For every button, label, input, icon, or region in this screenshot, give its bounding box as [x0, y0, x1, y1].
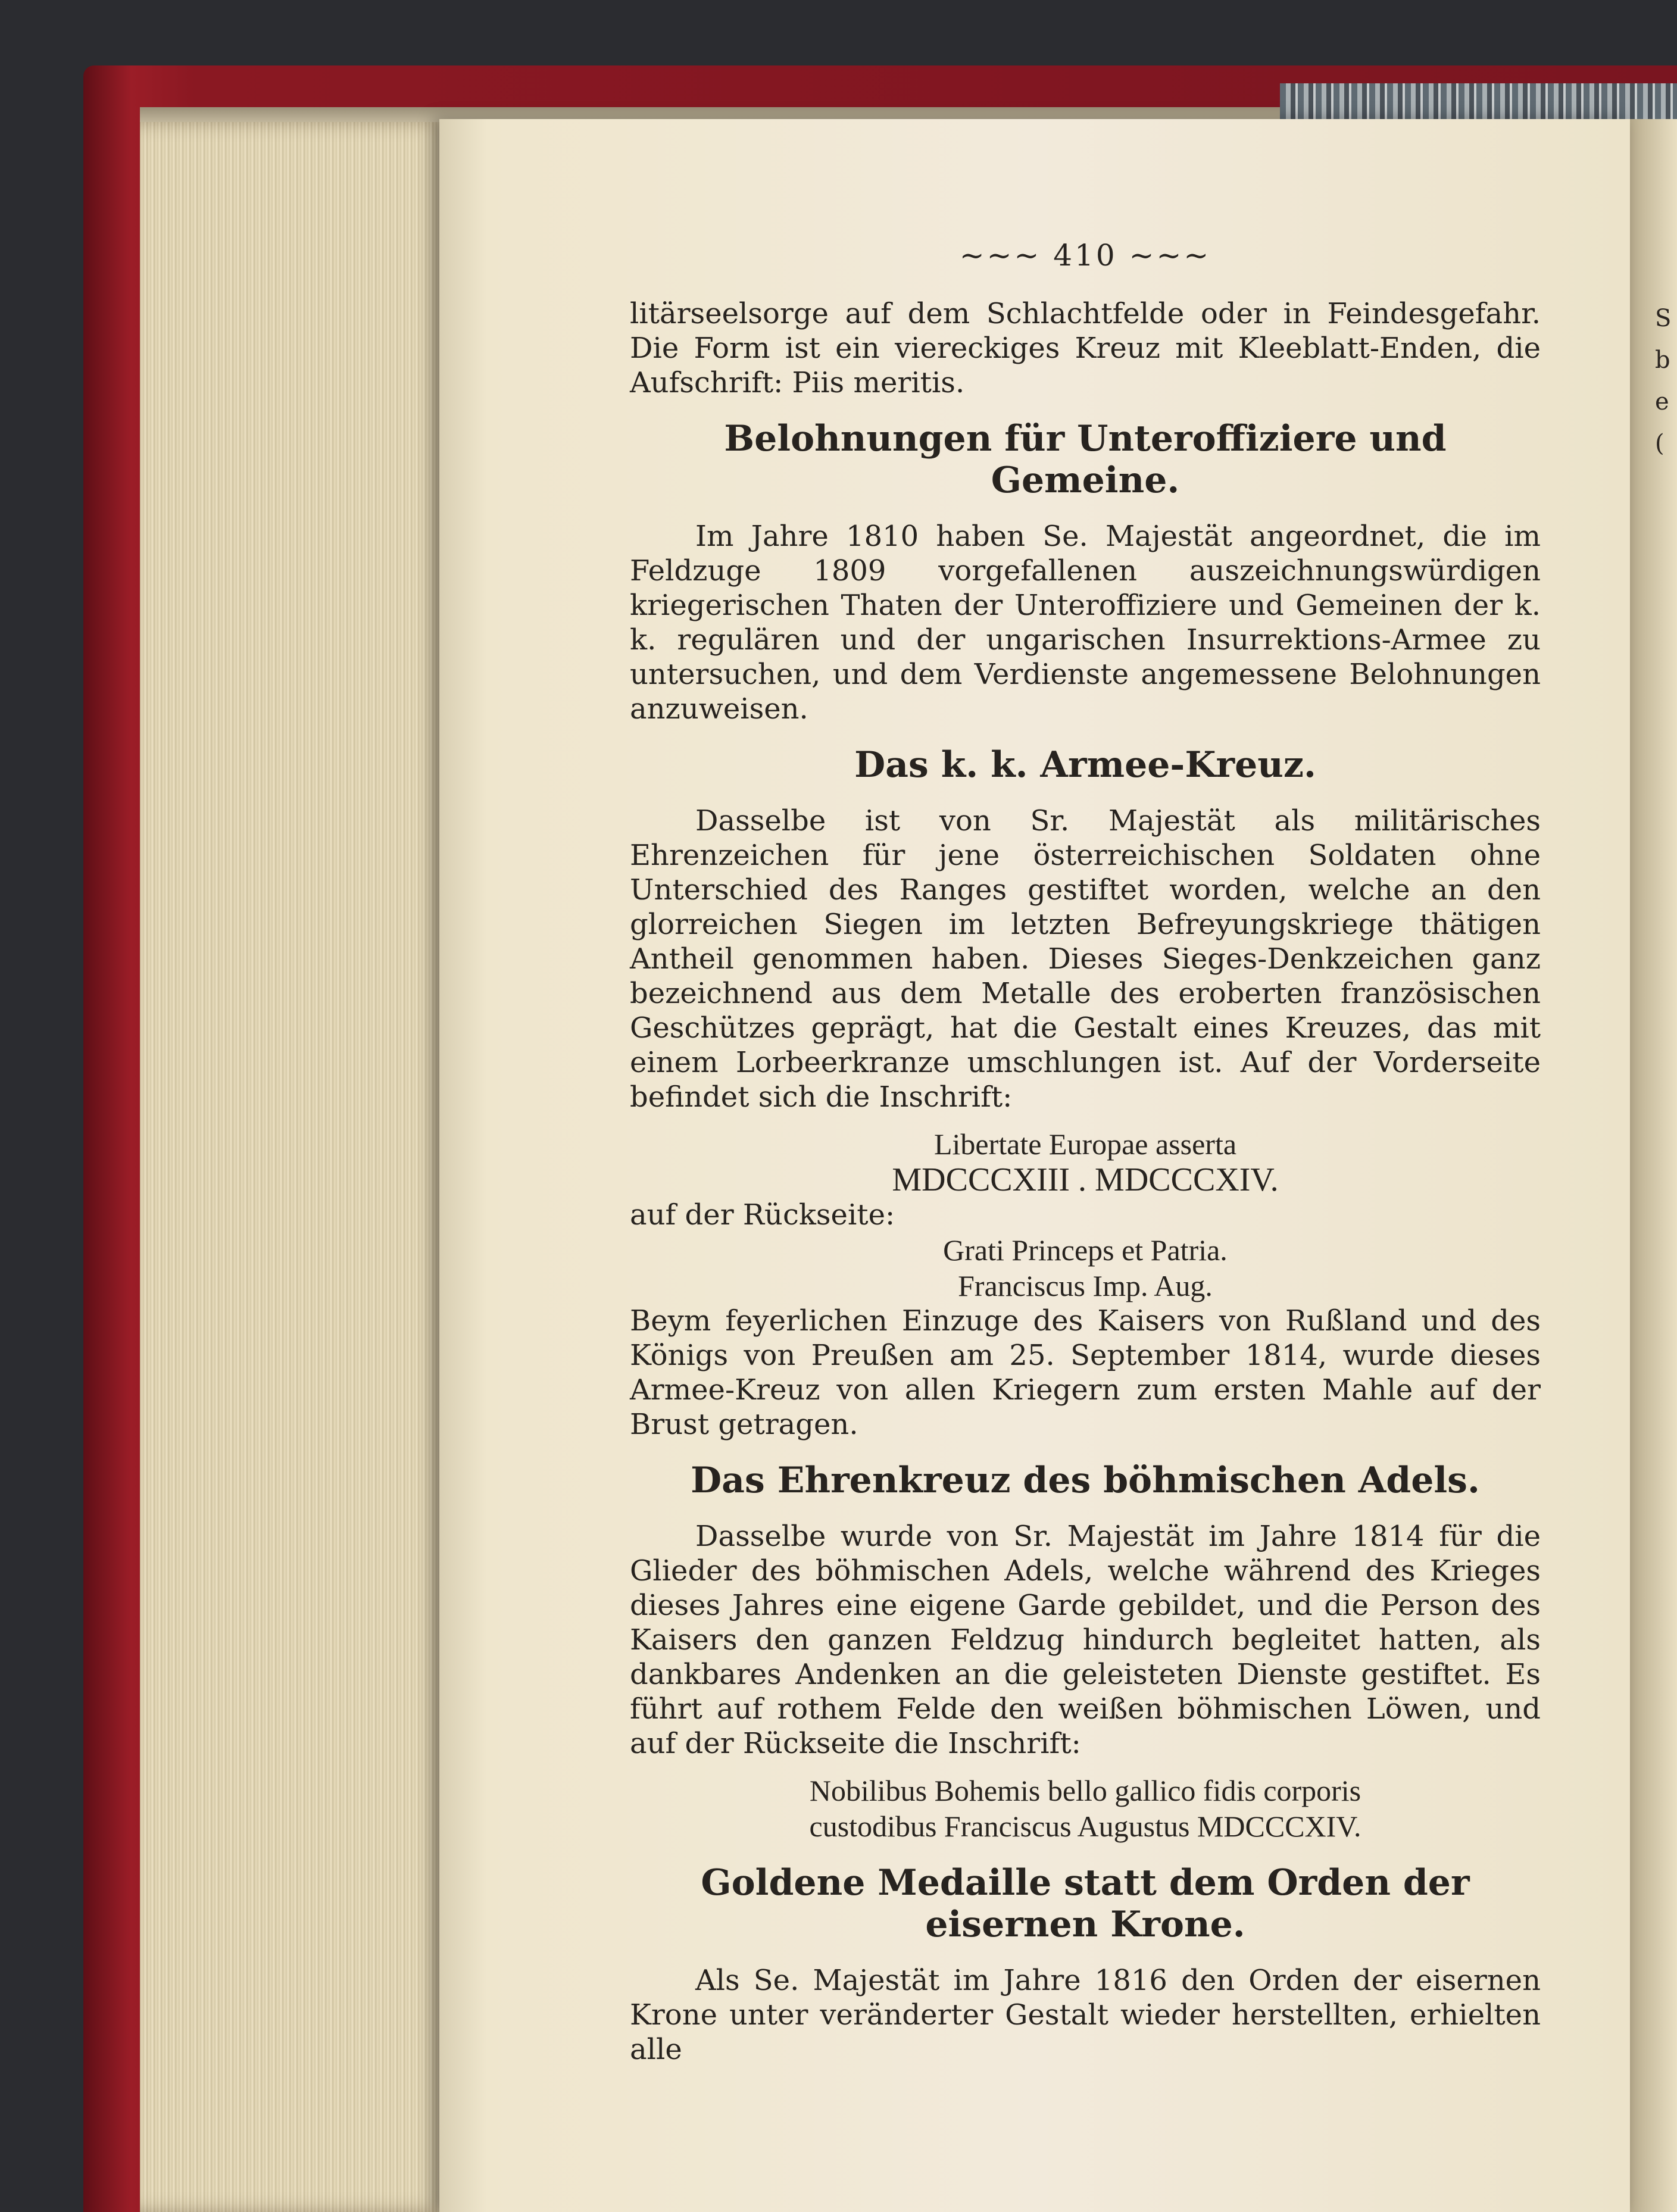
page-number-value: 410 [1053, 238, 1117, 273]
page-edges [140, 122, 449, 2212]
facing-letter: S [1655, 305, 1672, 332]
paragraph-goldene-medaille: Als Se. Majestät im Jahre 1816 den Orden der eisernen Krone unter veränderter Gestalt wieder herstellten, erhielten alle [630, 1964, 1541, 2066]
page-number [630, 238, 1541, 273]
inscription-adel-line-1: Nobilibus Bohemis bello gallico fidis corporis [809, 1774, 1361, 1807]
paragraph-belohnungen: Im Jahre 1810 haben Se. Majestät angeordnet, die im Feldzuge 1809 vorgefallenen auszeichnungswürdigen kriegerischen Thaten der Unteroffiziere und Gemeinen der k. k. regulären und der ungarischen Insurrektions-Armee zu untersuchen, und dem Verdienste angemessene Belohnungen anzuweisen. [630, 520, 1541, 726]
facing-letter: ( [1655, 430, 1664, 457]
paragraph-armee-kreuz: Dasselbe ist von Sr. Majestät als militärisches Ehrenzeichen für jene österreichischen Soldaten ohne Unterschied des Ranges gestiftet worden, welche an den glorreichen Siegen im letzten Befreyungskriege thätigen Antheil genommen haben. Dieses Sieges-Denkzeichen ganz bezeichnend aus dem Metalle des eroberten französischen Geschützes geprägt, hat die Gestalt eines Kreuzes, das mit einem Lorbeerkranze umschlungen ist. Auf der Vorderseite befindet sich die Inschrift: [630, 804, 1541, 1114]
inscription-front-line-1: Libertate Europae asserta [933, 1127, 1237, 1161]
facing-page-text [1655, 298, 1677, 464]
paragraph-continuation: litärseelsorge auf dem Schlachtfelde oder in Feindesgefahr. Die Form ist ein viereckiges Kreuz mit Kleeblatt-Enden, die Aufschrift: Piis meritis. [630, 297, 1541, 399]
facing-letter: b [1655, 346, 1670, 374]
section-heading-armee-kreuz: Das k. k. Armee-Kreuz. [854, 744, 1316, 786]
paragraph-ehrenkreuz: Dasselbe wurde von Sr. Majestät im Jahre 1814 für die Glieder des böhmischen Adels, welche während des Krieges dieses Jahres eine eigene Garde gebildet, und die Person des Kaisers den ganzen Feldzug hindurch begleitet hatten, als dankbares Andenken an die geleisteten Dienste gestiftet. Es führt auf rothem Felde den weißen böhmischen Löwen, und auf der Rückseite die Inschrift: [630, 1520, 1541, 1760]
page-number-ornament-left: ~~~ [959, 238, 1042, 273]
section-heading-ehrenkreuz: Das Ehrenkreuz des böhmischen Adels. [691, 1460, 1480, 1501]
inscription-front-line-2: MDCCCXIII . MDCCCXIV. [892, 1161, 1279, 1198]
page-content [630, 238, 1541, 2079]
facing-letter: e [1655, 388, 1669, 415]
inscription-back-line-1: Grati Princeps et Patria. [943, 1233, 1228, 1267]
inscription-back-line-2: Franciscus Imp. Aug. [958, 1269, 1213, 1302]
reverse-label: auf der Rückseite: [630, 1198, 895, 1232]
paragraph-einzug: Beym feyerlichen Einzuge des Kaisers von Rußland und des Königs von Preußen am 25. September 1814, wurde dieses Armee-Kreuz von allen Kriegern zum ersten Mahle auf der Brust getragen. [630, 1304, 1541, 1441]
section-heading-belohnungen: Belohnungen für Unteroffiziere und Gemeine. [724, 418, 1447, 501]
page-number-ornament-right: ~~~ [1129, 238, 1211, 273]
inscription-adel-line-2: custodibus Franciscus Augustus MDCCCXIV. [809, 1810, 1361, 1843]
section-heading-goldene-medaille: Goldene Medaille statt dem Orden der eisernen Krone. [701, 1862, 1470, 1945]
